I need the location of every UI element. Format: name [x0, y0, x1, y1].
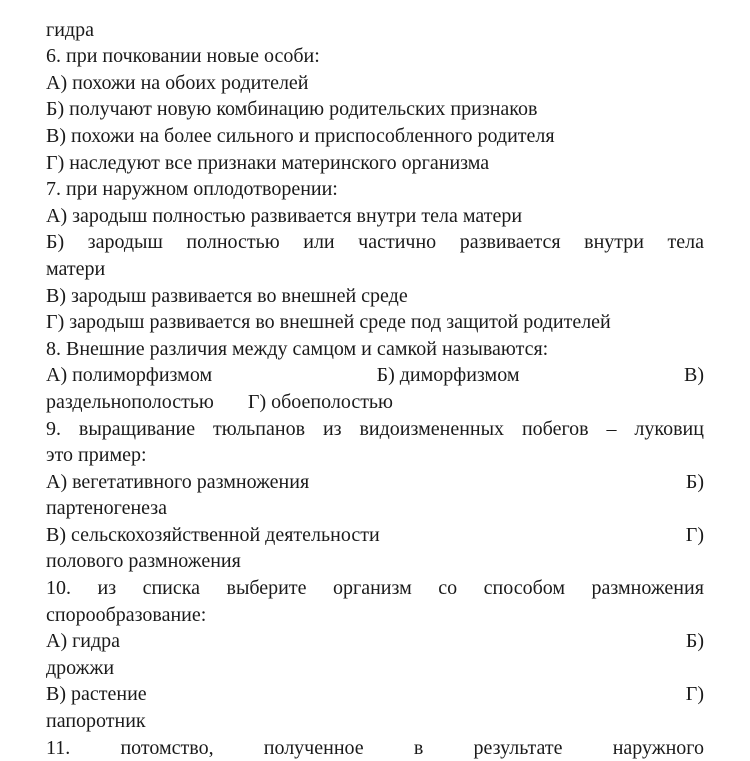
word: из — [322, 417, 342, 440]
q9-option-b-text: партеногенеза — [46, 497, 168, 520]
fragment-gidra: гидра — [46, 18, 94, 41]
word: полученное — [263, 736, 364, 759]
word: тела — [667, 231, 704, 254]
q10-option-c: В) растение — [46, 683, 147, 706]
word: 9. — [46, 417, 61, 440]
word: выберите — [226, 577, 307, 600]
word: зародыш — [87, 231, 163, 254]
word: списка — [142, 577, 201, 600]
q9-row-ab — [46, 469, 704, 496]
q8-option-a: А) полиморфизмом — [46, 364, 213, 387]
word: организм — [333, 577, 412, 600]
word: полностью — [186, 231, 280, 254]
q9-option-c: В) сельскохозяйственной деятельности — [46, 523, 380, 546]
question-10 — [46, 575, 704, 602]
q10-option-a: А) гидра — [46, 630, 121, 653]
q9-option-a: А) вегетативного размножения — [46, 470, 310, 493]
question-7: 7. при наружном оплодотворении: — [46, 178, 338, 201]
word: побегов — [521, 417, 589, 440]
q8-options-row — [46, 362, 704, 389]
word: луковиц — [634, 417, 704, 440]
word: выращивание — [78, 417, 196, 440]
question-9 — [46, 416, 704, 443]
word: – — [606, 417, 617, 440]
word: или — [303, 231, 335, 254]
word: Б) — [46, 231, 65, 254]
word: частично — [358, 231, 437, 254]
q8-option-c-text: раздельнополостью — [46, 390, 214, 413]
q7-option-d: Г) зародыш развивается во внешней среде под защитой родителей — [46, 311, 611, 334]
q7-option-b — [46, 229, 704, 256]
word: из — [97, 577, 117, 600]
q9-row-cd — [46, 522, 704, 549]
q9-option-d-marker: Г) — [685, 523, 704, 546]
q10-option-b-text: дрожжи — [46, 656, 115, 679]
word: 11. — [46, 736, 71, 759]
word: результате — [473, 736, 563, 759]
q10-option-b-marker: Б) — [685, 630, 704, 653]
word: наружного — [612, 736, 704, 759]
word: внутри — [584, 231, 644, 254]
word: со — [438, 577, 458, 600]
q6-option-a: А) похожи на обоих родителей — [46, 71, 309, 94]
word: в — [413, 736, 424, 759]
q6-option-d: Г) наследуют все признаки материнского организма — [46, 151, 490, 174]
word: 10. — [46, 577, 71, 600]
word: способом — [483, 577, 566, 600]
q8-option-d: Г) обоеполостью — [247, 390, 393, 413]
q10-row-ab — [46, 628, 704, 655]
word: размножения — [591, 577, 704, 600]
question-9-cont: это пример: — [46, 444, 147, 467]
q6-option-b: Б) получают новую комбинацию родительских признаков — [46, 98, 538, 121]
q7-option-a: А) зародыш полностью развивается внутри тела матери — [46, 204, 523, 227]
q10-option-d-text: папоротник — [46, 710, 146, 733]
word: потомство, — [120, 736, 214, 759]
q6-option-c: В) похожи на более сильного и приспособленного родителя — [46, 124, 555, 147]
q7-option-c: В) зародыш развивается во внешней среде — [46, 284, 408, 307]
q8-option-b: Б) диморфизмом — [376, 364, 520, 387]
word: развивается — [459, 231, 561, 254]
q10-row-cd — [46, 681, 704, 708]
word: видоизмененных — [359, 417, 505, 440]
cut-off-line — [46, 0, 704, 17]
q9-option-b-marker: Б) — [685, 470, 704, 493]
word: тюльпанов — [213, 417, 306, 440]
question-8: 8. Внешние различия между самцом и самкой называются: — [46, 337, 549, 360]
question-10-cont: спорообразование: — [46, 603, 207, 626]
q8-options-row-2 — [46, 389, 704, 416]
q8-option-c-marker: В) — [683, 364, 704, 387]
question-6: 6. при почковании новые особи: — [46, 45, 320, 68]
question-11 — [46, 735, 704, 761]
q9-option-d-text: полового размножения — [46, 550, 241, 573]
document-page — [46, 0, 704, 761]
q10-option-d-marker: Г) — [685, 683, 704, 706]
q7-option-b-cont: матери — [46, 257, 106, 280]
